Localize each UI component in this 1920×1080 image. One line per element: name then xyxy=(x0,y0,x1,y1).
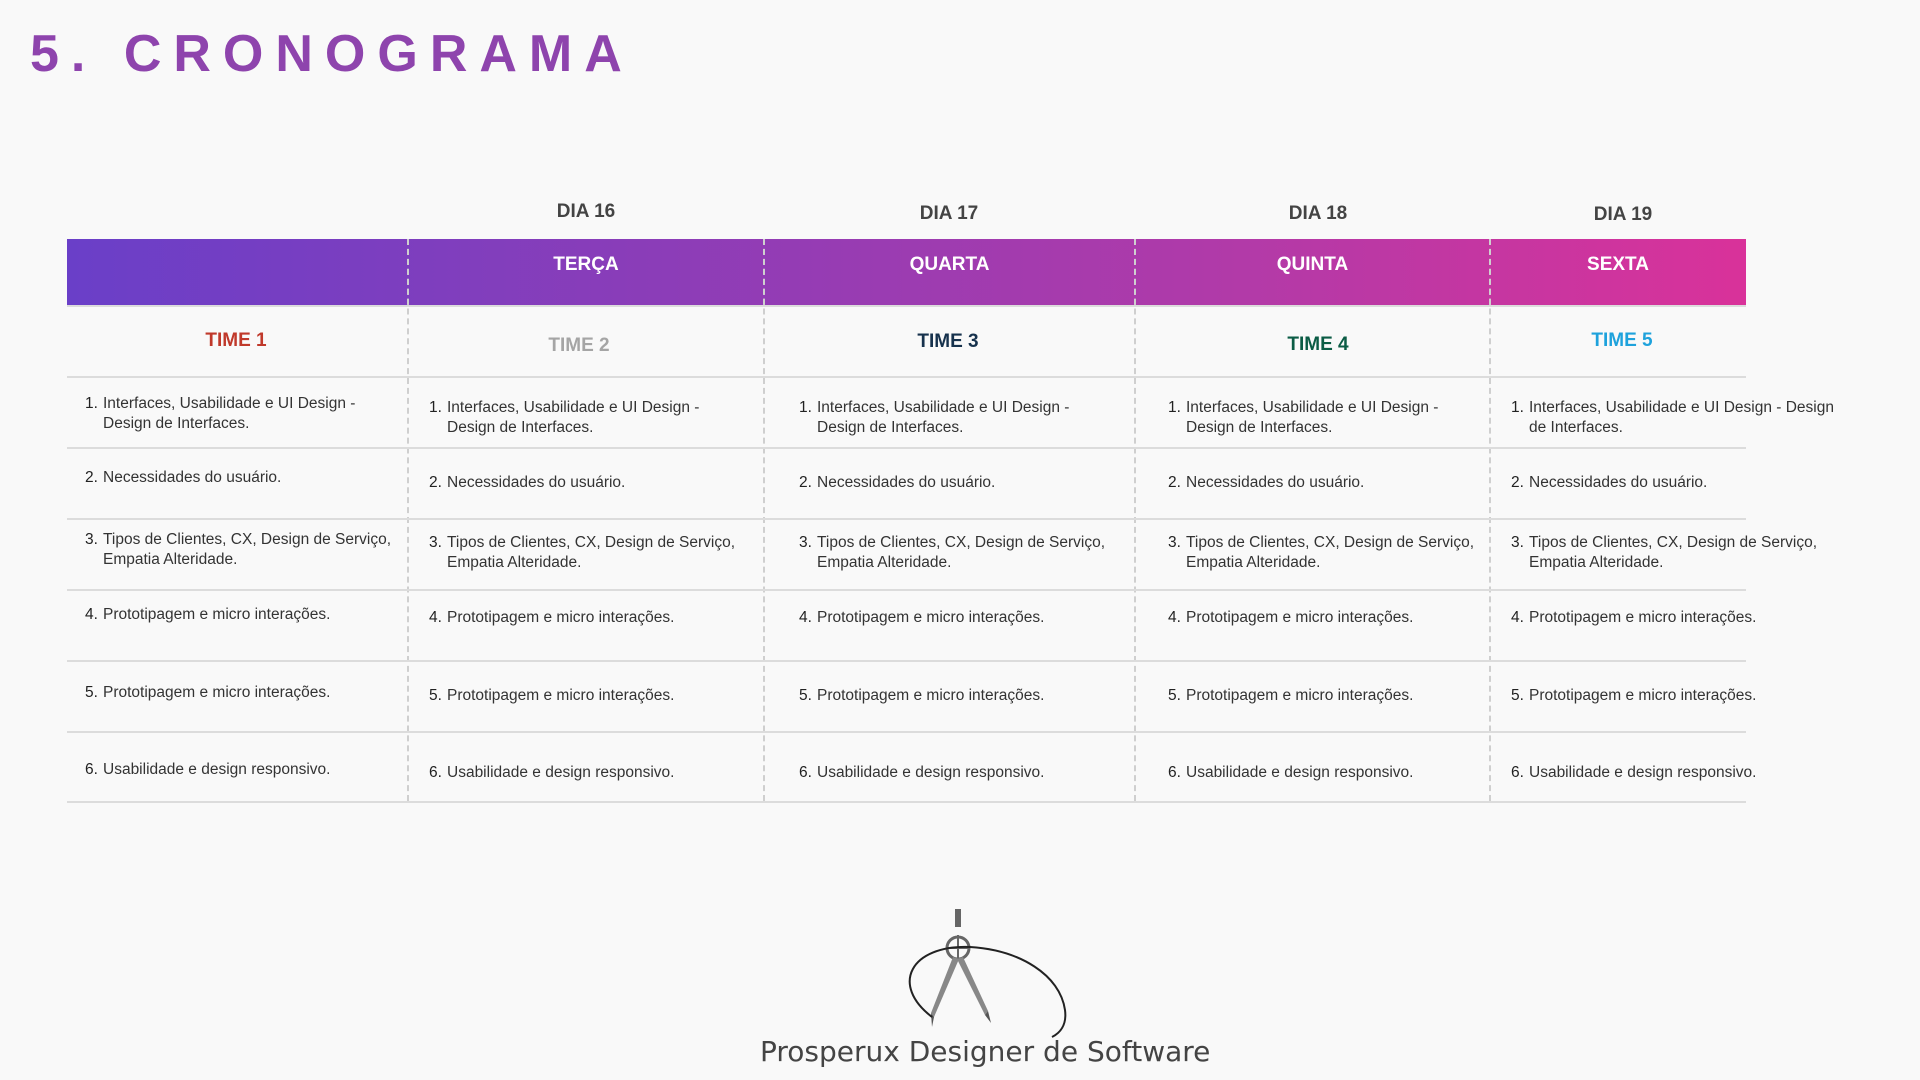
item-number: 1. xyxy=(429,399,442,416)
schedule-item xyxy=(85,760,405,780)
day-16: DIA 16 xyxy=(556,201,616,222)
weekday-sexta: SEXTA xyxy=(1587,254,1649,275)
item-text: Prototipagem e micro interações. xyxy=(817,687,1045,704)
schedule-item xyxy=(799,398,1119,438)
item-number: 6. xyxy=(1511,764,1524,781)
item-text: Prototipagem e micro interações. xyxy=(447,609,675,626)
schedule-item xyxy=(1511,533,1846,573)
item-text: Tipos de Clientes, CX, Design de Serviço, Empatia Alteridade. xyxy=(447,534,736,571)
item-text: Tipos de Clientes, CX, Design de Serviço, Empatia Alteridade. xyxy=(1529,534,1818,571)
item-number: 5. xyxy=(1511,687,1524,704)
schedule-item xyxy=(429,533,749,573)
item-number: 3. xyxy=(429,534,442,551)
item-number: 1. xyxy=(799,399,812,416)
schedule-item xyxy=(1511,686,1846,706)
item-number: 2. xyxy=(799,474,812,491)
item-number: 4. xyxy=(1511,609,1524,626)
column-divider xyxy=(1134,239,1136,801)
compass-icon xyxy=(760,905,1160,1040)
item-number: 1. xyxy=(85,395,98,412)
item-text: Necessidades do usuário. xyxy=(1529,474,1708,491)
team-label-5: TIME 5 xyxy=(1591,330,1653,351)
schedule-item xyxy=(85,683,405,703)
team-label-2: TIME 2 xyxy=(548,335,610,356)
item-text: Prototipagem e micro interações. xyxy=(1529,609,1757,626)
schedule-item xyxy=(799,608,1119,628)
schedule-item xyxy=(429,608,749,628)
item-number: 4. xyxy=(429,609,442,626)
item-number: 5. xyxy=(85,684,98,701)
weekday-quarta: QUARTA xyxy=(909,254,990,275)
row-divider xyxy=(67,731,1746,733)
item-text: Necessidades do usuário. xyxy=(103,469,282,486)
item-text: Interfaces, Usabilidade e UI Design - Design de Interfaces. xyxy=(103,395,356,432)
weekday-band xyxy=(67,239,1746,305)
schedule-item xyxy=(799,686,1119,706)
column-divider xyxy=(407,239,409,801)
schedule-item xyxy=(1168,686,1488,706)
weekday-terca: TERÇA xyxy=(553,254,619,275)
brand-name: Prosperux Designer de Software xyxy=(760,1035,1211,1068)
item-number: 5. xyxy=(1168,687,1181,704)
item-text: Prototipagem e micro interações. xyxy=(1186,687,1414,704)
item-text: Usabilidade e design responsivo. xyxy=(1186,764,1414,781)
item-text: Necessidades do usuário. xyxy=(817,474,996,491)
item-text: Tipos de Clientes, CX, Design de Serviço, Empatia Alteridade. xyxy=(817,534,1106,571)
schedule-item xyxy=(1168,473,1488,493)
row-divider xyxy=(67,447,1746,449)
item-number: 1. xyxy=(1168,399,1181,416)
schedule-item xyxy=(799,533,1119,573)
column-divider xyxy=(763,239,765,801)
column-divider xyxy=(1489,239,1491,801)
item-number: 3. xyxy=(1168,534,1181,551)
team-label-4: TIME 4 xyxy=(1287,334,1349,355)
day-header-row xyxy=(0,200,1920,230)
item-number: 2. xyxy=(429,474,442,491)
row-divider xyxy=(67,518,1746,520)
item-number: 5. xyxy=(429,687,442,704)
item-text: Interfaces, Usabilidade e UI Design - Design de Interfaces. xyxy=(817,399,1070,436)
item-number: 3. xyxy=(799,534,812,551)
schedule-item xyxy=(85,530,405,570)
schedule-item xyxy=(1168,398,1488,438)
item-text: Prototipagem e micro interações. xyxy=(1186,609,1414,626)
schedule-item xyxy=(1168,533,1488,573)
schedule-item xyxy=(1511,473,1846,493)
item-number: 6. xyxy=(1168,764,1181,781)
item-number: 5. xyxy=(799,687,812,704)
schedule-item xyxy=(85,394,405,434)
schedule-item xyxy=(1511,398,1846,438)
schedule-item xyxy=(1511,763,1846,783)
row-divider xyxy=(67,376,1746,378)
item-text: Prototipagem e micro interações. xyxy=(447,687,675,704)
row-divider xyxy=(67,660,1746,662)
item-text: Necessidades do usuário. xyxy=(1186,474,1365,491)
day-19: DIA 19 xyxy=(1593,204,1653,225)
item-number: 2. xyxy=(1168,474,1181,491)
item-text: Prototipagem e micro interações. xyxy=(103,606,331,623)
item-text: Prototipagem e micro interações. xyxy=(1529,687,1757,704)
item-number: 1. xyxy=(1511,399,1524,416)
item-number: 2. xyxy=(1511,474,1524,491)
item-text: Interfaces, Usabilidade e UI Design - Design de Interfaces. xyxy=(1529,399,1834,436)
team-label-3: TIME 3 xyxy=(917,331,979,352)
brand-logo xyxy=(760,905,1211,1080)
schedule-item xyxy=(429,398,749,438)
schedule-item xyxy=(85,468,405,488)
day-18: DIA 18 xyxy=(1288,203,1348,224)
team-label-1: TIME 1 xyxy=(205,330,267,351)
item-text: Tipos de Clientes, CX, Design de Serviço, Empatia Alteridade. xyxy=(103,531,392,568)
item-text: Usabilidade e design responsivo. xyxy=(1529,764,1757,781)
item-number: 2. xyxy=(85,469,98,486)
row-divider xyxy=(67,305,1746,307)
item-number: 3. xyxy=(1511,534,1524,551)
item-number: 6. xyxy=(799,764,812,781)
day-17: DIA 17 xyxy=(919,203,979,224)
row-divider xyxy=(67,589,1746,591)
schedule-item xyxy=(429,686,749,706)
schedule-item xyxy=(429,473,749,493)
item-text: Prototipagem e micro interações. xyxy=(817,609,1045,626)
item-number: 3. xyxy=(85,531,98,548)
item-number: 4. xyxy=(1168,609,1181,626)
item-text: Prototipagem e micro interações. xyxy=(103,684,331,701)
item-text: Usabilidade e design responsivo. xyxy=(447,764,675,781)
item-text: Interfaces, Usabilidade e UI Design - Design de Interfaces. xyxy=(447,399,700,436)
schedule-item xyxy=(1168,763,1488,783)
schedule-item xyxy=(1511,608,1846,628)
row-divider xyxy=(67,801,1746,803)
item-text: Usabilidade e design responsivo. xyxy=(103,761,331,778)
item-text: Interfaces, Usabilidade e UI Design - Design de Interfaces. xyxy=(1186,399,1439,436)
item-number: 6. xyxy=(429,764,442,781)
page-title: 5. CRONOGRAMA xyxy=(30,25,634,83)
item-text: Tipos de Clientes, CX, Design de Serviço, Empatia Alteridade. xyxy=(1186,534,1475,571)
item-text: Necessidades do usuário. xyxy=(447,474,626,491)
item-number: 6. xyxy=(85,761,98,778)
schedule-item xyxy=(1168,608,1488,628)
schedule-item xyxy=(429,763,749,783)
weekday-quinta: QUINTA xyxy=(1276,254,1349,275)
schedule-item xyxy=(85,605,405,625)
item-number: 4. xyxy=(85,606,98,623)
item-text: Usabilidade e design responsivo. xyxy=(817,764,1045,781)
schedule-item xyxy=(799,763,1119,783)
item-number: 4. xyxy=(799,609,812,626)
schedule-item xyxy=(799,473,1119,493)
